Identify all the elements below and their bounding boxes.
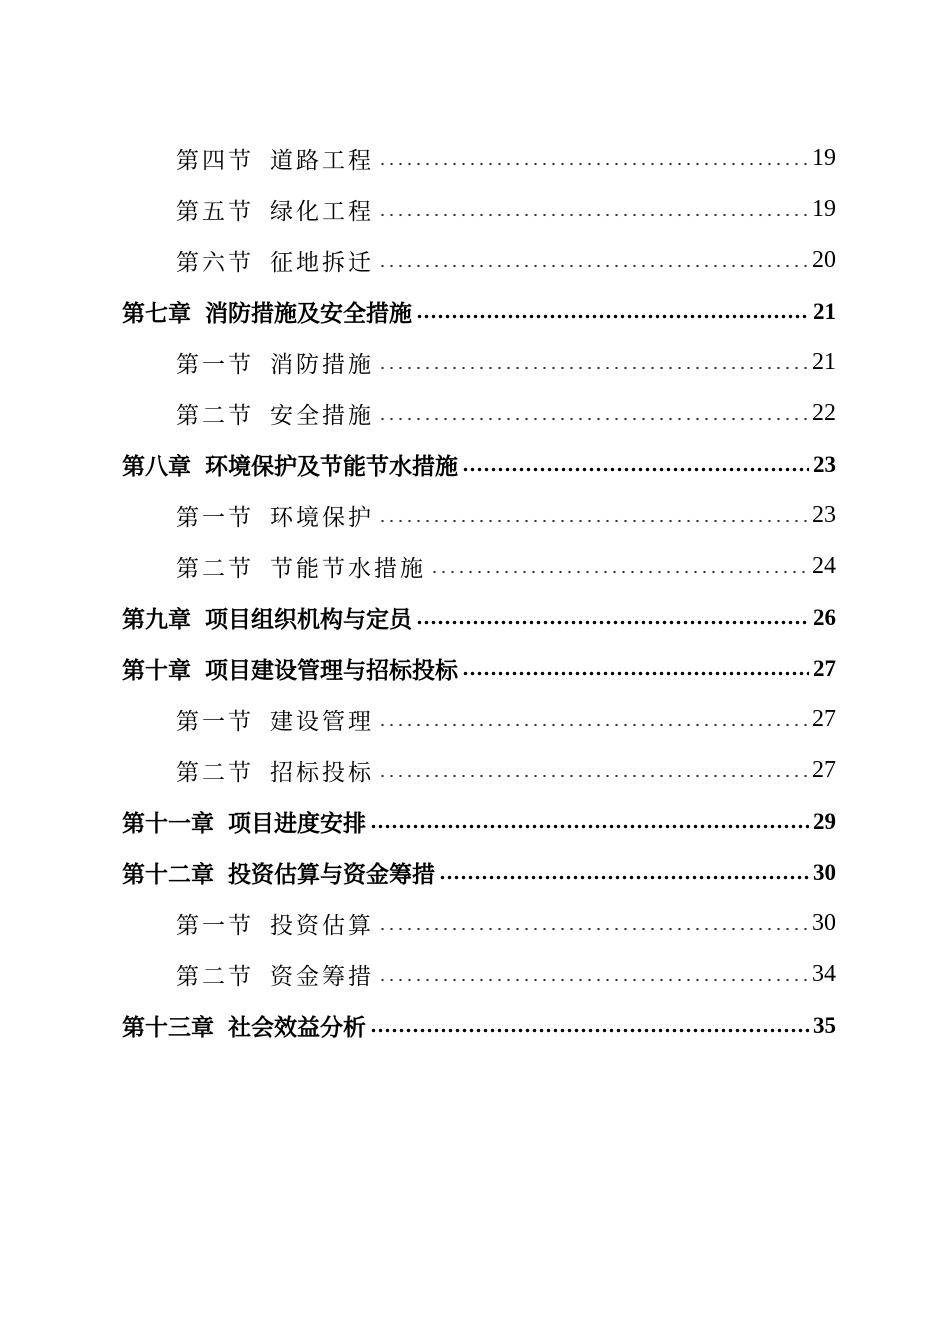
toc-entry-label <box>122 856 435 889</box>
toc-entry-page: 24 <box>812 553 836 579</box>
toc-dot-leader <box>462 671 809 676</box>
toc-entry-page: 27 <box>812 757 836 783</box>
toc-dot-leader <box>430 570 808 574</box>
toc-entry-section[interactable] <box>0 388 950 439</box>
toc-entry-section[interactable] <box>0 490 950 541</box>
toc-entry-page: 23 <box>813 451 836 477</box>
toc-entry-label <box>176 754 374 787</box>
toc-entry-label <box>176 550 426 583</box>
toc-entry-title: 投资估算 <box>270 913 374 939</box>
toc-entry-chapter[interactable] <box>0 286 950 337</box>
toc-entry-title: 节能节水措施 <box>270 556 426 582</box>
toc-entry-label <box>176 907 374 940</box>
toc-entry-label <box>176 499 374 532</box>
toc-entry-section[interactable] <box>0 898 950 949</box>
toc-dot-leader <box>378 264 808 268</box>
toc-entry-title: 安全措施 <box>270 403 374 429</box>
toc-entry-page: 35 <box>813 1012 836 1038</box>
toc-entry-label <box>176 244 374 277</box>
toc-entry-title: 项目建设管理与招标投标 <box>205 658 458 684</box>
toc-entry-page: 21 <box>812 349 836 375</box>
toc-entry-chapter[interactable] <box>0 1000 950 1051</box>
toc-entry-label <box>176 958 374 991</box>
toc-entry-label <box>176 397 374 430</box>
toc-entry-title: 环境保护 <box>270 505 374 531</box>
toc-entry-page: 30 <box>812 910 836 936</box>
toc-entry-number: 第八章 <box>122 454 191 480</box>
toc-entry-page: 21 <box>813 298 836 324</box>
toc-dot-leader <box>378 162 808 166</box>
toc-entry-label <box>122 652 458 685</box>
toc-entry-title: 社会效益分析 <box>228 1015 366 1041</box>
toc-entry-number: 第二节 <box>176 403 254 429</box>
toc-entry-label <box>122 295 412 328</box>
toc-dot-leader <box>378 927 808 931</box>
toc-entry-number: 第十一章 <box>122 811 214 837</box>
toc-entry-label <box>122 805 366 838</box>
toc-entry-section[interactable] <box>0 337 950 388</box>
toc-entry-title: 投资估算与资金筹措 <box>228 862 435 888</box>
toc-entry-section[interactable] <box>0 949 950 1000</box>
toc-entry-title: 环境保护及节能节水措施 <box>205 454 458 480</box>
toc-entry-page: 20 <box>812 247 836 273</box>
toc-entry-title: 消防措施及安全措施 <box>205 301 412 327</box>
toc-entry-label <box>176 142 374 175</box>
toc-dot-leader <box>462 467 809 472</box>
toc-dot-leader <box>370 1028 809 1033</box>
toc-entry-title: 资金筹措 <box>270 964 374 990</box>
toc-entry-section[interactable] <box>0 235 950 286</box>
toc-entry-chapter[interactable] <box>0 796 950 847</box>
toc-entry-number: 第二节 <box>176 556 254 582</box>
table-of-contents <box>0 133 950 1051</box>
toc-entry-section[interactable] <box>0 745 950 796</box>
toc-entry-label <box>122 448 458 481</box>
toc-entry-number: 第九章 <box>122 607 191 633</box>
toc-dot-leader <box>378 366 808 370</box>
toc-dot-leader <box>378 417 808 421</box>
toc-dot-leader <box>416 314 809 319</box>
toc-entry-number: 第十章 <box>122 658 191 684</box>
toc-entry-number: 第十二章 <box>122 862 214 888</box>
toc-dot-leader <box>378 978 808 982</box>
toc-entry-number: 第二节 <box>176 964 254 990</box>
toc-entry-page: 23 <box>812 502 836 528</box>
toc-entry-page: 34 <box>812 961 836 987</box>
toc-entry-label <box>176 346 374 379</box>
toc-dot-leader <box>439 875 809 880</box>
toc-entry-number: 第十三章 <box>122 1015 214 1041</box>
toc-entry-section[interactable] <box>0 694 950 745</box>
toc-entry-section[interactable] <box>0 184 950 235</box>
toc-entry-title: 绿化工程 <box>270 199 374 225</box>
toc-entry-page: 22 <box>812 400 836 426</box>
toc-entry-number: 第一节 <box>176 709 254 735</box>
toc-entry-page: 27 <box>813 655 836 681</box>
toc-entry-title: 项目组织机构与定员 <box>205 607 412 633</box>
toc-entry-title: 消防措施 <box>270 352 374 378</box>
toc-entry-page: 30 <box>813 859 836 885</box>
toc-entry-number: 第二节 <box>176 760 254 786</box>
toc-dot-leader <box>378 723 808 727</box>
toc-entry-number: 第一节 <box>176 352 254 378</box>
toc-entry-page: 29 <box>813 808 836 834</box>
toc-entry-title: 招标投标 <box>270 760 374 786</box>
toc-entry-number: 第四节 <box>176 148 254 174</box>
toc-dot-leader <box>378 519 808 523</box>
toc-entry-number: 第一节 <box>176 913 254 939</box>
toc-entry-title: 道路工程 <box>270 148 374 174</box>
toc-entry-chapter[interactable] <box>0 592 950 643</box>
toc-entry-section[interactable] <box>0 133 950 184</box>
toc-entry-label <box>122 601 412 634</box>
toc-entry-number: 第一节 <box>176 505 254 531</box>
toc-dot-leader <box>378 774 808 778</box>
toc-entry-title: 建设管理 <box>270 709 374 735</box>
toc-entry-section[interactable] <box>0 541 950 592</box>
toc-entry-chapter[interactable] <box>0 847 950 898</box>
toc-entry-page: 26 <box>813 604 836 630</box>
toc-entry-title: 征地拆迁 <box>270 250 374 276</box>
toc-entry-number: 第六节 <box>176 250 254 276</box>
toc-entry-label <box>122 1009 366 1042</box>
toc-entry-chapter[interactable] <box>0 643 950 694</box>
toc-entry-label <box>176 703 374 736</box>
toc-entry-title: 项目进度安排 <box>228 811 366 837</box>
toc-dot-leader <box>416 620 809 625</box>
toc-dot-leader <box>370 824 809 829</box>
toc-entry-page: 19 <box>812 145 836 171</box>
toc-entry-page: 27 <box>812 706 836 732</box>
toc-entry-number: 第五节 <box>176 199 254 225</box>
toc-dot-leader <box>378 213 808 217</box>
toc-entry-page: 19 <box>812 196 836 222</box>
toc-entry-label <box>176 193 374 226</box>
toc-entry-chapter[interactable] <box>0 439 950 490</box>
toc-entry-number: 第七章 <box>122 301 191 327</box>
